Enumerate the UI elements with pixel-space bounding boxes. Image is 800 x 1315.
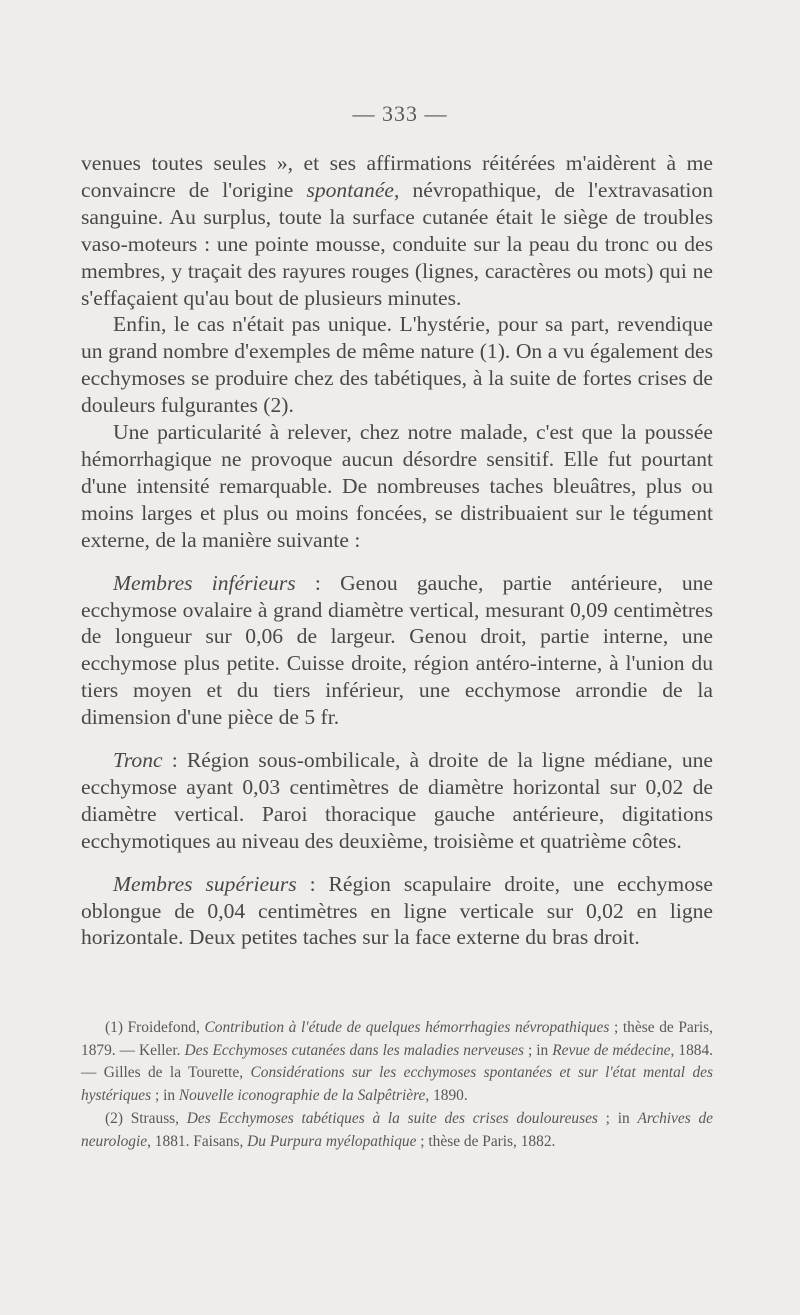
text-run: venues toutes seules », et ses affirmations réitérées m'aidèrent à me convaincre de l'origine: [81, 151, 713, 202]
italic-text: Membres inférieurs: [113, 570, 296, 595]
text-run: (1) Froidefond,: [105, 1019, 205, 1036]
paragraph: [81, 871, 713, 952]
text-run: , névropathique, de l'extravasation sanguine. Au surplus, toute la surface cutanée était le siège de troubles vaso-moteurs : une pointe mousse, conduite sur la peau du tronc ou des membres, y traçait des rayures rouges (lignes, caractères ou mots) qui ne s'effaçaient qu'au bout de plusieurs minutes.: [81, 177, 713, 310]
text-run: , 1881. Faisans,: [147, 1132, 248, 1150]
text-run: Une particularité à relever, chez notre malade, c'est que la poussée hémorrhagique ne provoque aucun désordre sensitif. Elle fut pourtant d'une intensité remarquable. De nombreuses taches bleuâtres, plus ou moins larges et plus ou moins foncées, se distribuaient sur le tégument externe, de la manière suivante :: [81, 420, 713, 552]
text-run: , 1890.: [425, 1087, 468, 1105]
paragraph: [81, 150, 713, 311]
footnote: [81, 1108, 713, 1153]
text-run: ; thèse de Paris, 1882.: [416, 1132, 556, 1150]
text-run: , 1884. — Gilles de la Tourette,: [81, 1041, 714, 1082]
text-run: ; in: [151, 1087, 179, 1105]
italic-text: Des Ecchymoses cutanées dans les maladies nerveuses: [184, 1041, 524, 1059]
text-run: : Région sous-ombilicale, à droite de la ligne médiane, une ecchymose ayant 0,03 centimètres de diamètre horizontal sur 0,02 de diamètre vertical. Paroi thoracique gauche antérieure, digitations ecchymotiques au niveau des deuxième, troisième et quatrième côtes.: [81, 748, 713, 853]
paragraph: [81, 419, 713, 554]
italic-text: spontanée: [306, 177, 394, 202]
italic-text: Contribution à l'étude de quelques hémorrhagies névropathiques: [204, 1019, 610, 1036]
page-number: — 333 —: [352, 101, 448, 126]
text-run: (2) Strauss,: [105, 1109, 187, 1127]
italic-text: Revue de médecine: [552, 1041, 671, 1059]
italic-text: Considérations sur les ecchymoses spontanées et sur l'état mental des hystériques: [81, 1064, 713, 1105]
paragraph: [81, 747, 713, 855]
text-run: : Genou gauche, partie antérieure, une ecchymose ovalaire à grand diamètre vertical, mesurant 0,09 centimètres de longueur sur 0,06 de largeur. Genou droit, partie interne, une ecchymose plus petite. Cuisse droite, région antéro-interne, à l'union du tiers moyen et du tiers inférieur, une ecchymose arrondie de la dimension d'une pièce de 5 fr.: [81, 570, 713, 730]
italic-text: Nouvelle iconographie de la Salpêtrière: [178, 1087, 426, 1105]
italic-text: Tronc: [113, 748, 163, 773]
italic-text: Des Ecchymoses tabétiques à la suite des crises douloureuses: [186, 1109, 598, 1127]
text-run: ; thèse de Paris, 1879. — Keller.: [81, 1019, 713, 1059]
paragraph: [81, 570, 713, 731]
text-run: : Région scapulaire droite, une ecchymose oblongue de 0,04 centimètres en ligne verticale sur 0,02 en ligne horizontale. Deux petites taches sur la face externe du bras droit.: [81, 871, 713, 950]
text-run: ; in: [523, 1041, 553, 1059]
italic-text: Du Purpura myélopathique: [247, 1132, 417, 1150]
italic-text: Membres supérieurs: [113, 871, 297, 896]
body-text: [81, 150, 713, 951]
text-run: Enfin, le cas n'était pas unique. L'hystérie, pour sa part, revendique un grand nombre d'exemples de même nature (1). On a vu également des ecchymoses se produire chez des tabétiques, à la suite de fortes crises de douleurs fulgurantes (2).: [81, 312, 713, 418]
text-run: ; in: [597, 1109, 638, 1127]
footnotes: [81, 1017, 713, 1153]
paragraph: [81, 311, 713, 419]
italic-text: Archives de neurologie: [81, 1109, 713, 1150]
footnote: [81, 1017, 713, 1108]
